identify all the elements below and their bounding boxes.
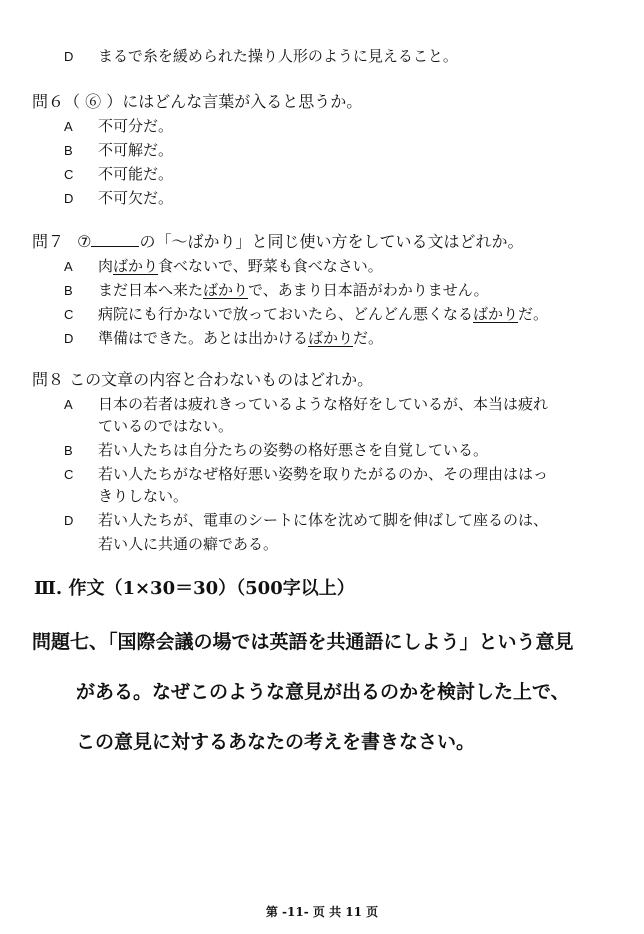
option-label: B <box>64 283 73 298</box>
option-text: だ。 <box>518 305 549 323</box>
underlined-text: ばかり <box>473 305 519 323</box>
option-label: C <box>64 307 74 322</box>
option-text: 日本の若者は疲れきっているような格好をしているが、本当は疲れ <box>98 395 549 413</box>
option-text: 肉 <box>98 257 114 275</box>
underlined-text: ばかり <box>203 281 249 299</box>
option-text: 若い人たちが、電車のシートに体を沈めて脚を伸ばして座るのは、 <box>98 511 549 529</box>
q7-option-c <box>64 304 548 325</box>
q8-option-d-continued <box>98 534 278 554</box>
option-text: 準備はできた。あとは出かける <box>98 329 309 347</box>
q8-option-d <box>64 510 548 531</box>
option-text: 不可解だ。 <box>98 141 174 159</box>
q8-prompt-text: この文章の内容と合わないものはどれか。 <box>69 370 374 389</box>
option-label: A <box>64 119 73 134</box>
q7-prompt-text: の「～ばかり」と同じ使い方をしている文はどれか。 <box>139 232 524 251</box>
q8-prompt <box>32 370 373 390</box>
q6-number: 問６（ <box>32 92 81 111</box>
underlined-text: ばかり <box>308 329 354 347</box>
q5-option-d <box>64 46 458 67</box>
q6-circle-number: ⑥ <box>85 92 102 111</box>
option-text: 若い人たちがなぜ格好悪い姿勢を取りたがるのか、その理由ははっ <box>98 465 549 483</box>
option-text: 病院にも行かないで放っておいたら、どんどん悪くなる <box>98 305 474 323</box>
option-text: だ。 <box>353 329 384 347</box>
q7-option-d <box>64 328 383 349</box>
option-text: 若い人たちは自分たちの姿勢の格好悪さを自覚している。 <box>98 441 489 459</box>
option-text: 不可能だ。 <box>98 165 174 183</box>
q7-circle-number: ⑦ <box>77 232 92 251</box>
option-text: 食べないで、野菜も食べなさい。 <box>158 257 383 275</box>
q6-prompt <box>32 92 362 112</box>
option-text: で、あまり日本語がわかりません。 <box>248 281 489 299</box>
q8-option-a <box>64 394 548 415</box>
essay-prompt-line2: がある。なぜこのような意見が出るのかを検討した上で、 <box>76 681 570 703</box>
option-label: B <box>64 443 73 458</box>
q8-option-c-continued <box>98 486 188 506</box>
option-label: C <box>64 467 74 482</box>
q6-option-c <box>64 164 173 185</box>
page-footer: 第 -11- 页 共 11 页 <box>265 905 379 919</box>
q6-option-d <box>64 188 173 209</box>
q6-option-b <box>64 140 173 161</box>
option-text: まだ日本へ来た <box>98 281 204 299</box>
option-text: 若い人に共通の癖である。 <box>98 535 279 553</box>
q7-option-a <box>64 256 383 277</box>
q7-prompt <box>32 232 523 252</box>
option-label: C <box>64 167 74 182</box>
q8-option-c <box>64 464 548 485</box>
essay-prompt-line3: この意見に対するあなたの考えを書きなさい。 <box>76 731 476 753</box>
underlined-text: ばかり <box>113 257 159 275</box>
option-text: 不可分だ。 <box>98 117 174 135</box>
q7-blank-line <box>91 232 139 247</box>
q8-number: 問８ <box>32 370 65 389</box>
option-label: A <box>64 397 73 412</box>
q8-option-b <box>64 440 488 461</box>
q7-option-b <box>64 280 489 301</box>
q8-option-a-continued <box>98 416 233 436</box>
q6-option-a <box>64 116 173 137</box>
option-text: まるで糸を緩められた操り人形のように見えること。 <box>98 47 458 65</box>
option-label: D <box>64 49 74 64</box>
option-label: B <box>64 143 73 158</box>
option-label: A <box>64 259 73 274</box>
essay-prompt-line1: 問題七、「国際会議の場では英語を共通語にしよう」という意見 <box>32 631 574 653</box>
option-text: 不可欠だ。 <box>98 189 174 207</box>
option-text: きりしない。 <box>98 487 189 505</box>
section3-heading: Ⅲ. 作文（1×30＝30）（500字以上） <box>34 578 355 599</box>
q6-prompt-text: ）にはどんな言葉が入ると思うか。 <box>106 92 363 111</box>
option-text: ているのではない。 <box>98 417 234 435</box>
option-label: D <box>64 331 74 346</box>
q7-number: 問７ <box>32 232 65 251</box>
option-label: D <box>64 191 74 206</box>
option-label: D <box>64 513 74 528</box>
